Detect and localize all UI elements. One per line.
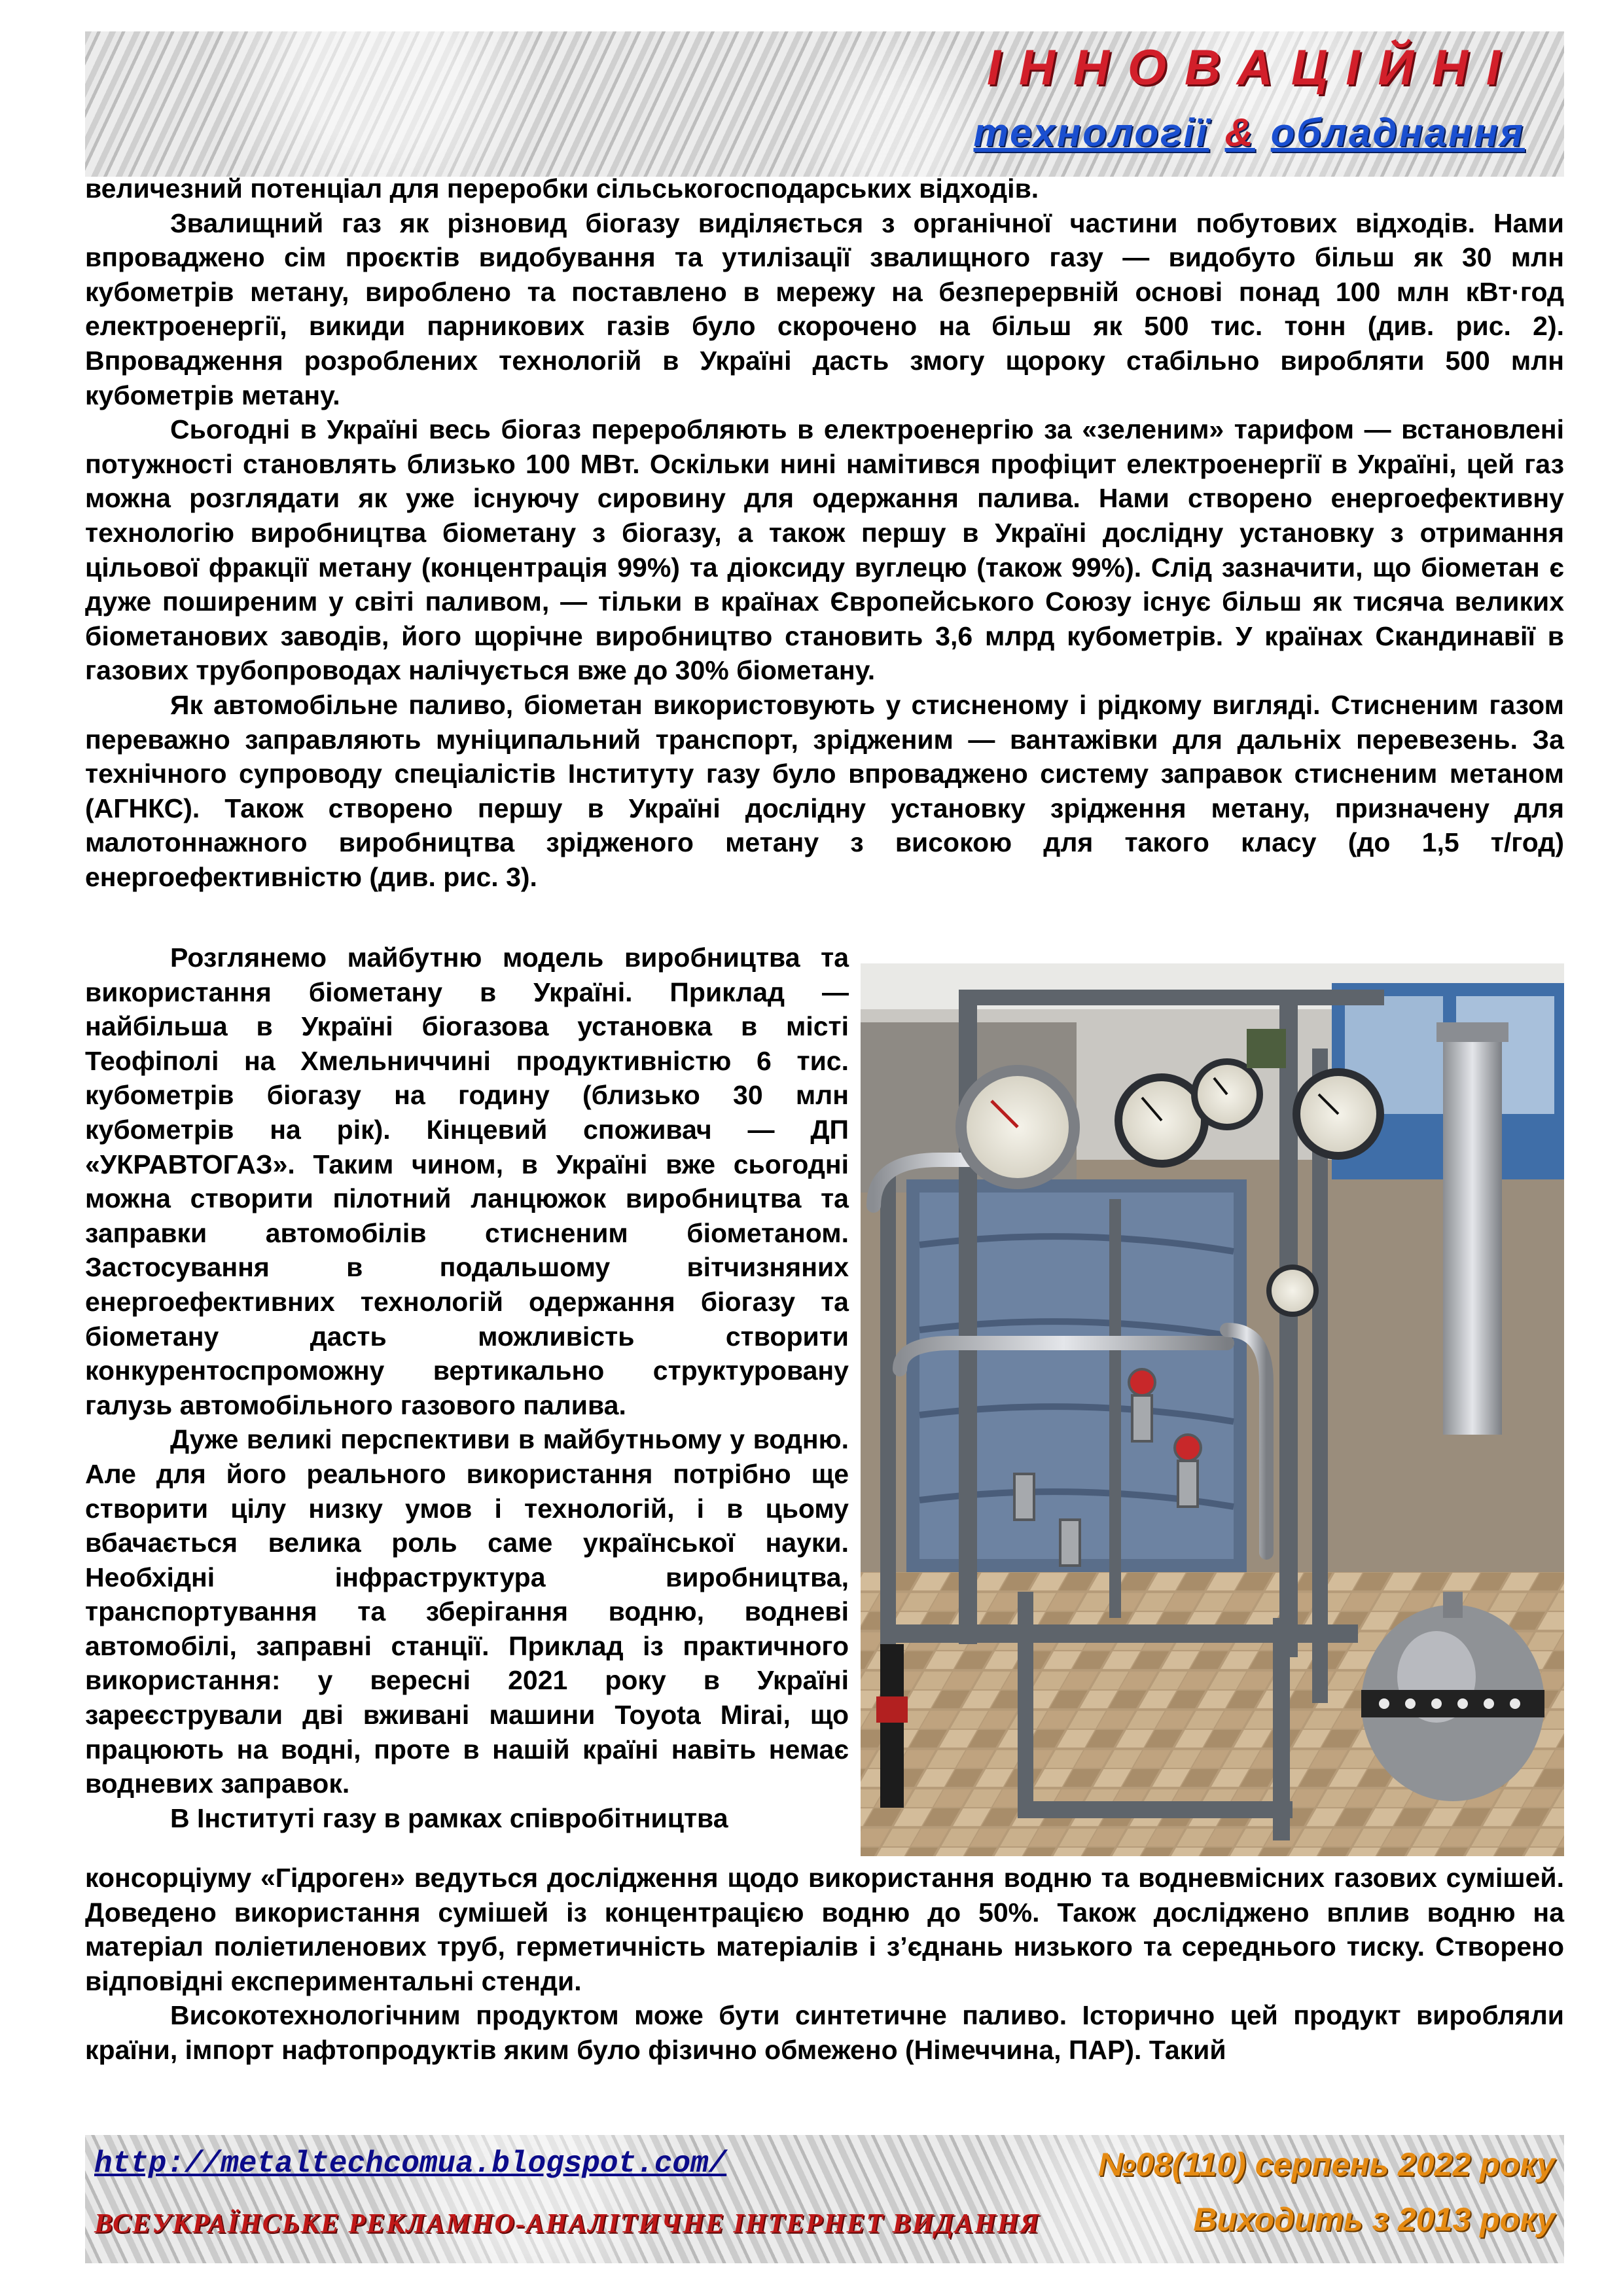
paragraph: Високотехнологічним продуктом може бути синтетичне паливо. Історично цей продукт виробляли країни, імпорт нафтопродуктів яким було фізично обмежено (Німеччина, ПАР). Такий	[85, 2000, 1564, 2065]
footer-issue: №08(110) серпень 2022 року	[1097, 2146, 1555, 2183]
footer-url-link[interactable]: http://metaltechcomua.blogspot.com/	[94, 2147, 727, 2181]
paragraph: Дуже великі перспективи в майбутньому у водню. Але для його реального використання потрібно ще створити цілу низку умов і технологій, і в цьому вбачається велика роль саме української науки. Необхідні інфраструктура виробництва, транспортування та зберігання водню, водневі автомобілі, заправні станції. Приклад із практичного використання: у вересні 2021 року в Україні зареєстрували дві вживані машини Toyota Mirai, що працюють на водні, проте в нашій країні навіть немає водневих заправок.	[85, 1424, 849, 1799]
paragraph: величезний потенціал для переробки сільськогосподарських відходів.	[85, 173, 1039, 204]
header-subtitle-amp: &	[1224, 111, 1255, 154]
footer-since: Виходить з 2013 року	[1193, 2201, 1555, 2238]
page-footer	[85, 2135, 1564, 2263]
installation-photo-drawing	[861, 963, 1564, 1856]
article-left-column	[85, 941, 849, 1835]
header-title: ІННОВАЦІЙНІ	[986, 40, 1518, 96]
paragraph: Розглянемо майбутню модель виробництва та використання біометану в Україні. Приклад — найбільша в Україні біогазова установка в місті Теофіполі на Хмельниччині продуктивністю 6 тис. кубометрів біогазу на годину (близько 30 млн кубометрів на рік). Кінцевий споживач — ДП «УКРАВТОГАЗ». Таким чином, в Україні вже сьогодні можна створити пілотний ланцюжок виробництва та заправки автомобілів стисненим біометаном. Застосування в подальшому вітчизняних енергоефективних технологій одержання біогазу та біометану дасть можливість створити конкурентоспроможну вертикально структуровану галузь автомобільного газового палива.	[85, 942, 849, 1420]
header-subtitle-left: технології	[973, 111, 1209, 154]
footer-publication: ВСЕУКРАЇНСЬКЕ РЕКЛАМНО-АНАЛІТИЧНЕ ІНТЕРНЕТ ВИДАННЯ	[94, 2209, 1041, 2239]
article-top-text	[85, 171, 1564, 894]
paragraph: Як автомобільне паливо, біометан використовують у стисненому і рідкому вигляді. Стисненим газом переважно заправляють муніципальний транспорт, зрідженим — вантажівки для дальніх перевезень. За технічного супроводу спеціалістів Інституту газу було впроваджено систему заправок стисненим метаном (АГНКС). Також створено першу в Україні дослідну установку зрідження метану, призначену для малотоннажного виробництва зрідженого метану з високою для такого класу (до 1,5 т/год) енергоефективністю (див. рис. 3).	[85, 689, 1564, 892]
header-subtitle	[973, 110, 1525, 155]
header-subtitle-right: обладнання	[1270, 111, 1525, 154]
installation-photo	[861, 963, 1564, 1856]
paragraph: Сьогодні в Україні весь біогаз переробляють в електроенергію за «зеленим» тарифом — встановлені потужності становлять близько 100 МВт. Оскільки нині намітився профіцит електроенергії в Україні, цей газ можна розглядати як уже існуючу сировину для одержання палива. Нами створено енергоефективну технологію виробництва біометану з біогазу, а також першу в Україні дослідну установку з отримання цільової фракції метану (концентрація 99%) та діоксиду вуглецю (також 99%). Слід зазначити, що біометан є дуже поширеним у світі паливом, — тільки в країнах Європейського Союзу існує більш як тисяча великих біометанових заводів, його щорічне виробництво становить 3,6 млрд кубометрів. У країнах Скандинавії в газових трубопроводах налічується вже до 30% біометану.	[85, 414, 1564, 686]
article-bottom-text	[85, 1861, 1564, 2068]
page-header	[85, 31, 1564, 177]
paragraph: В Інституті газу в рамках співробітництва	[170, 1803, 728, 1833]
paragraph: консорціуму «Гідроген» ведуться дослідження щодо використання водню та водневмісних газових сумішей. Доведено використання сумішей із концентрацією водню до 50%. Також досліджено вплив водню на матеріал поліетиленових труб, герметичність матеріалів і з’єднань низького та середнього тиску. Створено відповідні експериментальні стенди.	[85, 1863, 1564, 1996]
paragraph: Звалищний газ як різновид біогазу виділяється з органічної частини побутових відходів. Нами впроваджено сім проєктів видобування та утилізації звалищного газу — видобуто більш як 30 млн кубометрів метану, вироблено та поставлено в мережу на безперервній основі понад 100 млн кВт·год електроенергії, викиди парникових газів було скорочено на більш як 500 тис. тонн (див. рис. 2). Впровадження розроблених технологій в Україні дасть змогу щороку стабільно виробляти 500 млн кубометрів метану.	[85, 207, 1564, 410]
